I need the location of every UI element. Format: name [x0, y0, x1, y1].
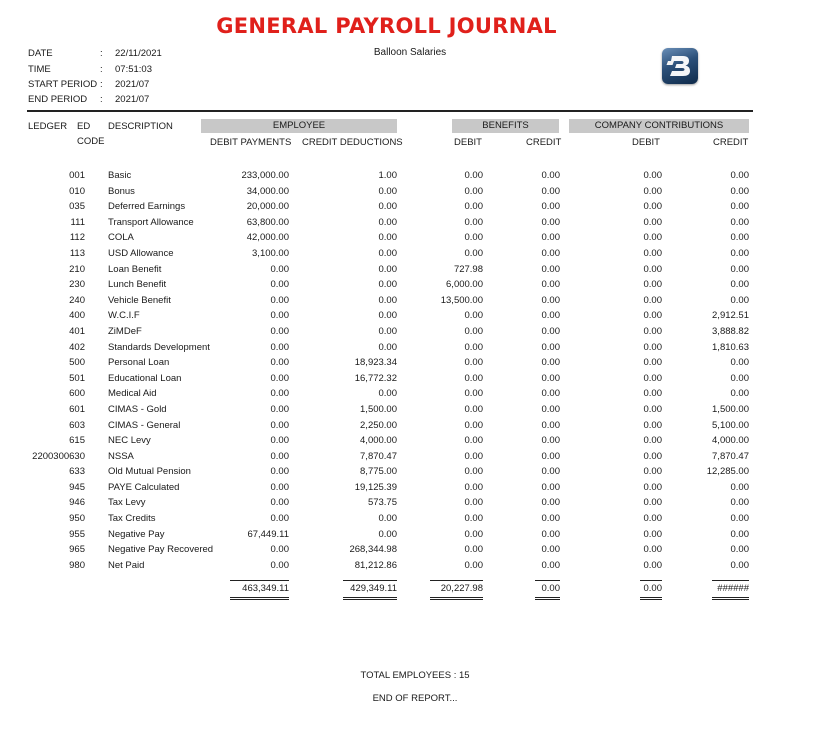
- row-benefits-debit: 0.00: [464, 450, 483, 462]
- row-debit-payments: 20,000.00: [246, 201, 289, 213]
- total-debit-payments: 463,349.11: [242, 583, 289, 594]
- meta-label: END PERIOD: [28, 94, 88, 105]
- table-row: [0, 310, 773, 326]
- row-cc-debit: 0.00: [643, 279, 662, 291]
- total-line: [343, 580, 397, 581]
- table-row: [0, 295, 773, 311]
- row-benefits-debit: 0.00: [464, 544, 483, 556]
- report-title: GENERAL PAYROLL JOURNAL: [216, 14, 557, 38]
- total-double-line: [230, 599, 289, 600]
- total-line: [712, 580, 749, 581]
- col-cc-credit: CREDIT: [713, 137, 749, 148]
- total-double-line: [712, 597, 749, 598]
- row-debit-payments: 0.00: [270, 559, 289, 571]
- row-benefits-debit: 0.00: [464, 419, 483, 431]
- row-benefits-credit: 0.00: [541, 263, 560, 275]
- row-cc-credit: 0.00: [730, 279, 749, 291]
- table-row: [0, 342, 773, 358]
- total-double-line: [535, 597, 560, 598]
- row-debit-payments: 34,000.00: [246, 185, 289, 197]
- row-benefits-debit: 0.00: [464, 388, 483, 400]
- table-row: [0, 248, 773, 264]
- row-debit-payments: 0.00: [270, 357, 289, 369]
- row-cc-credit: 0.00: [730, 263, 749, 275]
- row-ledger-code: 500: [69, 357, 85, 369]
- row-benefits-debit: 0.00: [464, 528, 483, 540]
- row-credit-deductions: 0.00: [378, 388, 397, 400]
- row-debit-payments: 0.00: [270, 544, 289, 556]
- table-row: [0, 497, 773, 513]
- col-description: DESCRIPTION: [108, 121, 173, 132]
- row-benefits-credit: 0.00: [541, 466, 560, 478]
- col-credit-deductions: CREDIT DEDUCTIONS: [302, 137, 403, 148]
- row-benefits-debit: 0.00: [464, 497, 483, 509]
- row-cc-credit: 0.00: [730, 201, 749, 213]
- row-cc-credit: 0.00: [730, 388, 749, 400]
- row-credit-deductions: 19,125.39: [354, 481, 397, 493]
- row-debit-payments: 63,800.00: [246, 216, 289, 228]
- row-ledger-code: 035: [69, 201, 85, 213]
- row-credit-deductions: 0.00: [378, 247, 397, 259]
- row-cc-credit: 0.00: [730, 232, 749, 244]
- row-credit-deductions: 1,500.00: [360, 403, 397, 415]
- row-description: CIMAS - Gold: [108, 403, 167, 415]
- row-cc-debit: 0.00: [643, 216, 662, 228]
- row-cc-debit: 0.00: [643, 170, 662, 181]
- total-double-line: [343, 599, 397, 600]
- row-credit-deductions: 7,870.47: [360, 450, 397, 462]
- row-benefits-credit: 0.00: [541, 435, 560, 447]
- row-credit-deductions: 0.00: [378, 294, 397, 306]
- table-row: [0, 357, 773, 373]
- row-debit-payments: 0.00: [270, 310, 289, 322]
- row-cc-debit: 0.00: [643, 294, 662, 306]
- row-benefits-credit: 0.00: [541, 294, 560, 306]
- row-benefits-debit: 0.00: [464, 341, 483, 353]
- row-ledger-code: 111: [70, 216, 85, 228]
- row-cc-debit: 0.00: [643, 481, 662, 493]
- row-credit-deductions: 0.00: [378, 341, 397, 353]
- row-cc-credit: 0.00: [730, 497, 749, 509]
- row-debit-payments: 0.00: [270, 372, 289, 384]
- table-row: [0, 373, 773, 389]
- table-row: [0, 186, 773, 202]
- row-benefits-debit: 0.00: [464, 372, 483, 384]
- row-cc-debit: 0.00: [643, 325, 662, 337]
- row-debit-payments: 0.00: [270, 388, 289, 400]
- total-line: [430, 580, 483, 581]
- row-cc-debit: 0.00: [643, 185, 662, 197]
- row-description: Educational Loan: [108, 372, 182, 384]
- row-credit-deductions: 0.00: [378, 528, 397, 540]
- row-ledger-code: 965: [69, 544, 85, 556]
- row-description: Old Mutual Pension: [108, 466, 191, 478]
- total-double-line: [640, 599, 662, 600]
- meta-label: TIME: [28, 64, 51, 75]
- row-cc-credit: 3,888.82: [712, 325, 749, 337]
- table-row: [0, 201, 773, 217]
- row-description: Tax Levy: [108, 497, 146, 509]
- row-description: COLA: [108, 232, 134, 244]
- row-benefits-credit: 0.00: [541, 450, 560, 462]
- row-ledger-code: 946: [69, 497, 85, 509]
- row-benefits-debit: 0.00: [464, 559, 483, 571]
- row-ledger-code: 112: [69, 232, 85, 244]
- row-cc-debit: 0.00: [643, 435, 662, 447]
- row-description: Lunch Benefit: [108, 279, 167, 291]
- row-benefits-debit: 0.00: [464, 357, 483, 369]
- table-row: [0, 420, 773, 436]
- row-cc-credit: 2,912.51: [712, 310, 749, 322]
- total-benefits-debit: 20,227.98: [440, 583, 483, 594]
- row-benefits-debit: 0.00: [464, 513, 483, 525]
- row-cc-credit: 0.00: [730, 247, 749, 259]
- row-cc-debit: 0.00: [643, 528, 662, 540]
- row-description: Vehicle Benefit: [108, 294, 171, 306]
- row-cc-debit: 0.00: [643, 497, 662, 509]
- row-debit-payments: 0.00: [270, 497, 289, 509]
- row-benefits-credit: 0.00: [541, 232, 560, 244]
- row-cc-debit: 0.00: [643, 263, 662, 275]
- row-description: CIMAS - General: [108, 419, 181, 431]
- table-row: [0, 232, 773, 248]
- row-cc-debit: 0.00: [643, 357, 662, 369]
- row-ledger-code: 633: [69, 466, 85, 478]
- row-credit-deductions: 1.00: [378, 170, 397, 181]
- table-row: [0, 544, 773, 560]
- row-ledger-code: 001: [69, 170, 85, 181]
- row-ledger-code: 945: [69, 481, 85, 493]
- total-double-line: [430, 599, 483, 600]
- row-cc-debit: 0.00: [643, 372, 662, 384]
- row-cc-credit: 0.00: [730, 544, 749, 556]
- row-ledger-code: 400: [69, 310, 85, 322]
- row-credit-deductions: 0.00: [378, 325, 397, 337]
- row-benefits-debit: 0.00: [464, 170, 483, 181]
- table-row: [0, 451, 773, 467]
- total-cc-credit: ######: [717, 583, 749, 594]
- row-benefits-debit: 0.00: [464, 247, 483, 259]
- row-description: Deferred Earnings: [108, 201, 186, 213]
- row-benefits-credit: 0.00: [541, 325, 560, 337]
- row-cc-credit: 0.00: [730, 528, 749, 540]
- row-cc-debit: 0.00: [643, 310, 662, 322]
- row-credit-deductions: 0.00: [378, 201, 397, 213]
- table-row: [0, 217, 773, 233]
- row-cc-debit: 0.00: [643, 247, 662, 259]
- table-row: [0, 466, 773, 482]
- row-cc-debit: 0.00: [643, 341, 662, 353]
- row-credit-deductions: 2,250.00: [360, 419, 397, 431]
- table-row: [0, 279, 773, 295]
- row-debit-payments: 233,000.00: [241, 170, 289, 181]
- row-benefits-debit: 0.00: [464, 435, 483, 447]
- row-description: Negative Pay: [108, 528, 165, 540]
- row-credit-deductions: 0.00: [378, 216, 397, 228]
- row-benefits-debit: 0.00: [464, 216, 483, 228]
- row-benefits-credit: 0.00: [541, 372, 560, 384]
- total-line: [230, 580, 289, 581]
- row-cc-credit: 1,500.00: [712, 403, 749, 415]
- row-ledger-code: 2200300630: [32, 450, 85, 462]
- row-cc-debit: 0.00: [643, 403, 662, 415]
- row-cc-credit: 0.00: [730, 357, 749, 369]
- row-description: Bonus: [108, 185, 135, 197]
- row-credit-deductions: 0.00: [378, 263, 397, 275]
- row-ledger-code: 603: [69, 419, 85, 431]
- col-ledger: LEDGER: [28, 121, 68, 132]
- row-benefits-credit: 0.00: [541, 559, 560, 571]
- row-credit-deductions: 16,772.32: [354, 372, 397, 384]
- row-benefits-credit: 0.00: [541, 341, 560, 353]
- row-cc-debit: 0.00: [643, 388, 662, 400]
- meta-value: 2021/07: [115, 79, 150, 90]
- row-cc-credit: 0.00: [730, 170, 749, 181]
- table-row: [0, 264, 773, 280]
- total-double-line: [430, 597, 483, 598]
- row-benefits-debit: 0.00: [464, 310, 483, 322]
- total-double-line: [712, 599, 749, 600]
- row-cc-credit: 0.00: [730, 559, 749, 571]
- row-cc-credit: 4,000.00: [712, 435, 749, 447]
- total-benefits-credit: 0.00: [541, 583, 560, 594]
- row-benefits-debit: 6,000.00: [446, 279, 483, 291]
- row-debit-payments: 0.00: [270, 403, 289, 415]
- meta-value: 07:51:03: [115, 64, 152, 75]
- row-ledger-code: 600: [69, 388, 85, 400]
- employee-band: EMPLOYEE: [201, 119, 397, 133]
- row-description: Transport Allowance: [108, 216, 194, 228]
- meta-label: DATE: [28, 48, 53, 59]
- row-ledger-code: 230: [69, 279, 85, 291]
- row-benefits-credit: 0.00: [541, 403, 560, 415]
- row-benefits-debit: 0.00: [464, 466, 483, 478]
- row-cc-credit: 12,285.00: [706, 466, 749, 478]
- row-cc-debit: 0.00: [643, 544, 662, 556]
- row-benefits-credit: 0.00: [541, 216, 560, 228]
- table-row: [0, 388, 773, 404]
- row-debit-payments: 67,449.11: [247, 528, 289, 540]
- total-employees: TOTAL EMPLOYEES : 15: [360, 670, 470, 681]
- row-benefits-debit: 727.98: [453, 263, 483, 275]
- row-cc-credit: 0.00: [730, 185, 749, 197]
- meta-label: START PERIOD: [28, 79, 98, 90]
- total-line: [535, 580, 560, 581]
- row-cc-debit: 0.00: [643, 513, 662, 525]
- row-cc-credit: 0.00: [730, 372, 749, 384]
- row-ledger-code: 950: [69, 513, 85, 525]
- col-ed: ED: [77, 121, 91, 132]
- row-ledger-code: 401: [69, 325, 85, 337]
- col-benefits-credit: CREDIT: [526, 137, 562, 148]
- meta-value: 2021/07: [115, 94, 150, 105]
- row-benefits-credit: 0.00: [541, 357, 560, 369]
- row-description: Negative Pay Recovered: [108, 544, 214, 556]
- total-double-line: [230, 597, 289, 598]
- row-description: W.C.I.F: [108, 310, 140, 322]
- row-ledger-code: 501: [69, 372, 85, 384]
- table-row: [0, 513, 773, 529]
- row-cc-debit: 0.00: [643, 466, 662, 478]
- row-credit-deductions: 0.00: [378, 185, 397, 197]
- row-cc-credit: 0.00: [730, 294, 749, 306]
- row-benefits-credit: 0.00: [541, 247, 560, 259]
- row-cc-credit: 0.00: [730, 216, 749, 228]
- row-cc-debit: 0.00: [643, 450, 662, 462]
- row-ledger-code: 402: [69, 341, 85, 353]
- col-debit-payments: DEBIT PAYMENTS: [210, 137, 292, 148]
- row-benefits-credit: 0.00: [541, 544, 560, 556]
- table-row: [0, 529, 773, 545]
- total-double-line: [640, 597, 662, 598]
- row-description: USD Allowance: [108, 247, 174, 259]
- row-credit-deductions: 0.00: [378, 310, 397, 322]
- row-cc-debit: 0.00: [643, 419, 662, 431]
- row-benefits-credit: 0.00: [541, 310, 560, 322]
- row-debit-payments: 42,000.00: [246, 232, 289, 244]
- row-debit-payments: 0.00: [270, 481, 289, 493]
- row-benefits-credit: 0.00: [541, 388, 560, 400]
- row-benefits-credit: 0.00: [541, 513, 560, 525]
- table-row: [0, 404, 773, 420]
- col-benefits-debit: DEBIT: [454, 137, 482, 148]
- total-double-line: [535, 599, 560, 600]
- row-description: Net Paid: [108, 559, 145, 571]
- row-debit-payments: 3,100.00: [252, 247, 289, 259]
- row-benefits-debit: 0.00: [464, 201, 483, 213]
- row-description: NEC Levy: [108, 435, 151, 447]
- b-logo-icon: [662, 48, 698, 84]
- row-ledger-code: 955: [69, 528, 85, 540]
- row-debit-payments: 0.00: [270, 294, 289, 306]
- row-debit-payments: 0.00: [270, 466, 289, 478]
- row-debit-payments: 0.00: [270, 325, 289, 337]
- row-debit-payments: 0.00: [270, 341, 289, 353]
- row-benefits-credit: 0.00: [541, 170, 560, 181]
- row-benefits-debit: 13,500.00: [440, 294, 483, 306]
- row-cc-debit: 0.00: [643, 232, 662, 244]
- row-description: Basic: [108, 170, 132, 181]
- table-row: [0, 326, 773, 342]
- row-benefits-debit: 0.00: [464, 232, 483, 244]
- row-credit-deductions: 18,923.34: [354, 357, 397, 369]
- row-benefits-credit: 0.00: [541, 497, 560, 509]
- row-description: Loan Benefit: [108, 263, 162, 275]
- row-benefits-debit: 0.00: [464, 185, 483, 197]
- row-debit-payments: 0.00: [270, 279, 289, 291]
- row-benefits-credit: 0.00: [541, 419, 560, 431]
- row-description: Tax Credits: [108, 513, 156, 525]
- table-row: [0, 560, 773, 576]
- row-credit-deductions: 0.00: [378, 279, 397, 291]
- total-cc-debit: 0.00: [643, 583, 662, 594]
- row-benefits-credit: 0.00: [541, 185, 560, 197]
- row-ledger-code: 980: [69, 559, 85, 571]
- header-rule: [27, 110, 753, 112]
- row-cc-debit: 0.00: [643, 559, 662, 571]
- row-cc-credit: 0.00: [730, 513, 749, 525]
- row-description: Personal Loan: [108, 357, 170, 369]
- row-credit-deductions: 4,000.00: [360, 435, 397, 447]
- journal-table-body: [0, 170, 773, 575]
- row-ledger-code: 615: [69, 435, 85, 447]
- row-benefits-credit: 0.00: [541, 481, 560, 493]
- row-credit-deductions: 268,344.98: [349, 544, 397, 556]
- total-double-line: [343, 597, 397, 598]
- row-debit-payments: 0.00: [270, 435, 289, 447]
- table-row: [0, 435, 773, 451]
- table-row: [0, 482, 773, 498]
- row-description: ZiMDeF: [108, 325, 142, 337]
- col-code: CODE: [77, 136, 105, 147]
- row-debit-payments: 0.00: [270, 419, 289, 431]
- company-name: Balloon Salaries: [373, 47, 447, 58]
- row-debit-payments: 0.00: [270, 450, 289, 462]
- row-benefits-credit: 0.00: [541, 279, 560, 291]
- col-cc-debit: DEBIT: [632, 137, 660, 148]
- total-credit-deductions: 429,349.11: [350, 583, 397, 594]
- row-ledger-code: 240: [69, 294, 85, 306]
- row-cc-debit: 0.00: [643, 201, 662, 213]
- row-description: Standards Development: [108, 341, 210, 353]
- row-ledger-code: 210: [69, 263, 85, 275]
- row-credit-deductions: 573.75: [367, 497, 397, 509]
- row-ledger-code: 601: [69, 403, 85, 415]
- row-benefits-credit: 0.00: [541, 528, 560, 540]
- row-description: Medical Aid: [108, 388, 157, 400]
- row-cc-credit: 0.00: [730, 481, 749, 493]
- total-line: [640, 580, 662, 581]
- row-credit-deductions: 8,775.00: [360, 466, 397, 478]
- meta-value: 22/11/2021: [115, 48, 162, 59]
- row-ledger-code: 113: [69, 247, 85, 259]
- row-description: PAYE Calculated: [108, 481, 180, 493]
- row-benefits-debit: 0.00: [464, 403, 483, 415]
- table-row: [0, 170, 773, 186]
- company-contributions-band: COMPANY CONTRIBUTIONS: [569, 119, 749, 133]
- row-credit-deductions: 0.00: [378, 513, 397, 525]
- row-benefits-debit: 0.00: [464, 325, 483, 337]
- row-benefits-debit: 0.00: [464, 481, 483, 493]
- row-credit-deductions: 81,212.86: [354, 559, 397, 571]
- row-description: NSSA: [108, 450, 134, 462]
- row-debit-payments: 0.00: [270, 263, 289, 275]
- row-benefits-credit: 0.00: [541, 201, 560, 213]
- benefits-band: BENEFITS: [452, 119, 559, 133]
- row-debit-payments: 0.00: [270, 513, 289, 525]
- row-cc-credit: 5,100.00: [712, 419, 749, 431]
- row-credit-deductions: 0.00: [378, 232, 397, 244]
- end-of-report: END OF REPORT...: [372, 693, 458, 704]
- row-cc-credit: 1,810.63: [712, 341, 749, 353]
- row-ledger-code: 010: [69, 185, 85, 197]
- row-cc-credit: 7,870.47: [712, 450, 749, 462]
